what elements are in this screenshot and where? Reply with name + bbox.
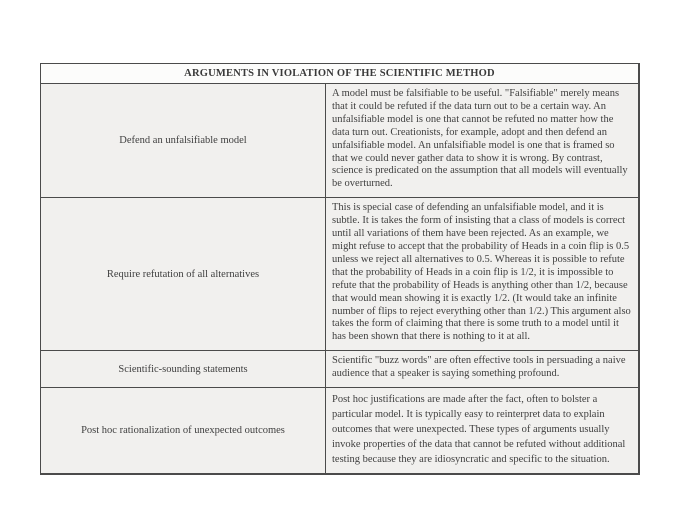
argument-definition: A model must be falsifiable to be useful. "Falsifiable" merely means that it could be refuted if the data turn out to be a certain way. An unfalsifiable model is one that cannot be refuted no matter how the data turn out. Creationists, for example, adopt and then defend an unfalsifiable model. An unfalsifiable model is one that is framed so that we could never gather data to show it is wrong. By contrast, science is predicated on the assumption that all models will eventually be overturned. xyxy=(326,84,638,197)
table-row xyxy=(41,84,638,198)
table-row xyxy=(41,198,638,351)
argument-term: Defend an unfalsifiable model xyxy=(41,84,326,197)
table-row xyxy=(41,351,638,388)
argument-definition: Scientific "buzz words" are often effective tools in persuading a naive audience that a speaker is saying something profound. xyxy=(326,351,638,387)
argument-definition: This is special case of defending an unfalsifiable model, and it is subtle. It is takes the form of insisting that a class of models is correct until all variations of them have been rejected. As an example, we might refuse to accept that the probability of Heads in a coin flip is 0.5 unless we reject all alternatives to 0.5. Whereas it is possible to refute that the probability of Heads in a coin flip is 1/2, it is impossible to refute that the probability of Heads is anything other than 1/2, because that would mean showing it is exactly 1/2. (It would take an infinite number of flips to reject everything other than 1/2.) This argument also takes the form of claiming that there is some truth to a model until it has been shown that there is nothing to it at all. xyxy=(326,198,638,350)
table-row xyxy=(41,388,638,473)
scientific-method-table xyxy=(40,63,640,475)
argument-term: Post hoc rationalization of unexpected outcomes xyxy=(41,388,326,473)
table-title: ARGUMENTS IN VIOLATION OF THE SCIENTIFIC METHOD xyxy=(41,64,638,84)
argument-definition: Post hoc justifications are made after the fact, often to bolster a particular model. It is typically easy to reinterpret data to explain outcomes that were unexpected. These types of arguments usually invoke properties of the data that cannot be refuted without additional testing because they are idiosyncratic and specific to the situation. xyxy=(326,388,638,473)
argument-term: Scientific-sounding statements xyxy=(41,351,326,387)
argument-term: Require refutation of all alternatives xyxy=(41,198,326,350)
